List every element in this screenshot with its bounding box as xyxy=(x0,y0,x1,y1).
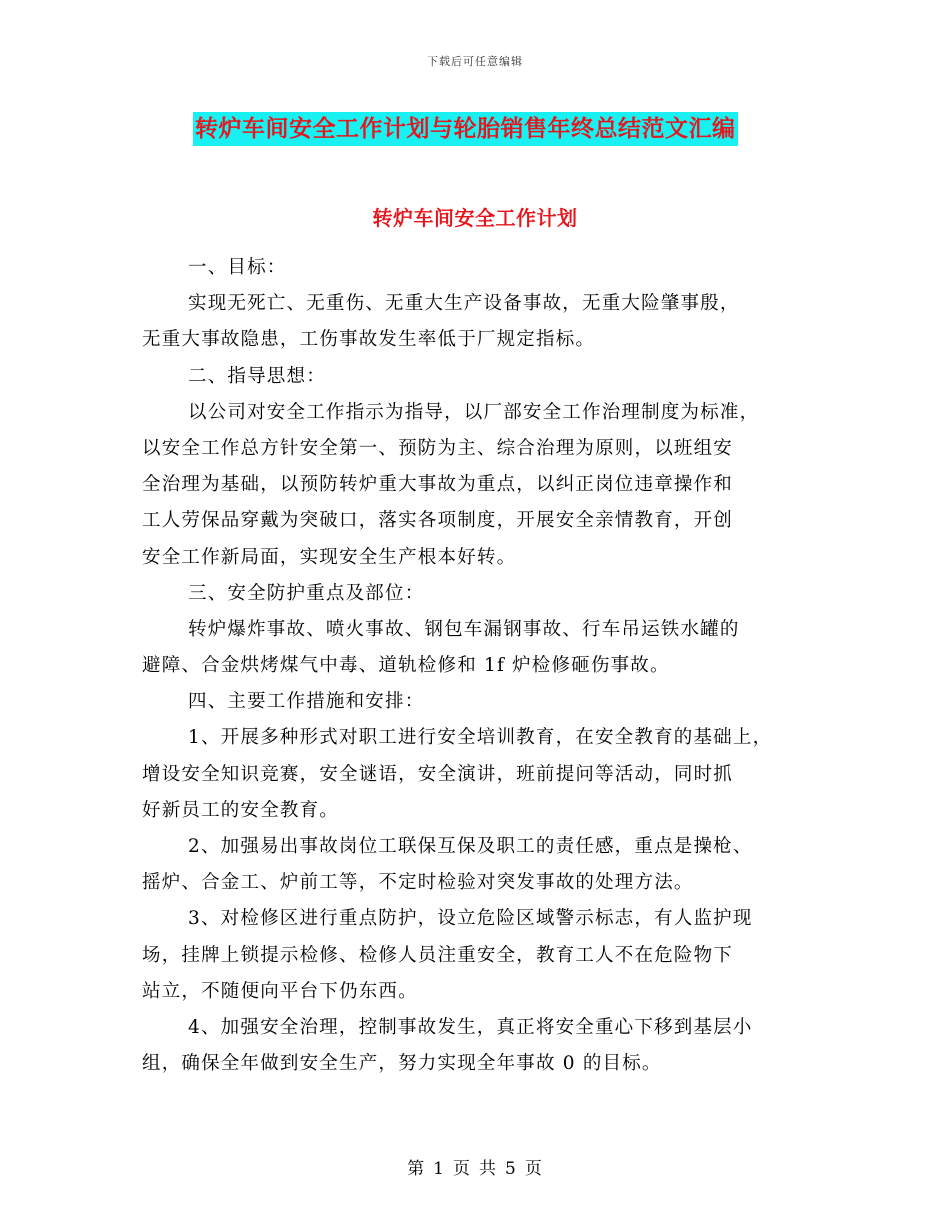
heading-main-measures: 四、主要工作措施和安排： xyxy=(188,691,425,713)
paragraph-line: 1、开展多种形式对职工进行安全培训教育，在安全教育的基础上， xyxy=(188,727,773,749)
paragraph-line: 无重大事故隐患，工伤事故发生率低于厂规定指标。 xyxy=(142,329,596,351)
paragraph-line: 转炉爆炸事故、喷火事故、钢包车漏钢事故、行车吊运铁水罐的 xyxy=(188,618,740,640)
paragraph-line: 实现无死亡、无重伤、无重大生产设备事故，无重大险肇事殷， xyxy=(188,293,740,315)
footer-page-word: 页 xyxy=(453,1159,471,1179)
paragraph-line: 工人劳保品穿戴为突破口，落实各项制度，开展安全亲情教育，开创 xyxy=(142,510,734,532)
paragraph-line: 避障、合金烘烤煤气中毒、道轨检修和 1f 炉检修砸伤事故。 xyxy=(142,655,670,677)
footer-total-prefix: 共 xyxy=(479,1159,497,1179)
paragraph-line: 好新员工的安全教育。 xyxy=(142,799,340,821)
paragraph-line: 安全工作新局面，实现安全生产根本好转。 xyxy=(142,546,517,568)
footer-suffix: 页 xyxy=(524,1159,543,1179)
paragraph-line: 站立，不随便向平台下仍东西。 xyxy=(142,980,418,1002)
paragraph-line: 以安全工作总方针安全第一、预防为主、综合治理为原则，以班组安 xyxy=(142,437,734,459)
paragraph-line: 全治理为基础，以预防转炉重大事故为重点，以纠正岗位违章操作和 xyxy=(142,474,734,496)
page-footer xyxy=(0,1154,950,1179)
paragraph-line: 4、加强安全治理，控制事故发生，真正将安全重心下移到基层小 xyxy=(188,1016,753,1038)
paragraph-line: 增设安全知识竞赛，安全谜语，安全演讲，班前提问等活动，同时抓 xyxy=(142,763,734,785)
footer-prefix: 第 xyxy=(407,1159,426,1179)
footer-total-pages: 5 xyxy=(505,1159,517,1179)
heading-goal: 一、目标： xyxy=(188,257,287,278)
paragraph-line: 场，挂牌上锁提示检修、检修人员注重安全，教育工人不在危险物下 xyxy=(142,944,734,966)
paragraph-line: 组，确保全年做到安全生产，努力实现全年事故 0 的目标。 xyxy=(142,1053,662,1075)
paragraph-line: 以公司对安全工作指示为指导，以厂部安全工作治理制度为标准， xyxy=(188,401,760,423)
paragraph-line: 3、对检修区进行重点防护，设立危险区域警示标志，有人监护现 xyxy=(188,908,753,930)
paragraph-line: 2、加强易出事故岗位工联保互保及职工的责任感，重点是操枪、 xyxy=(188,836,753,857)
heading-guiding-thought: 二、指导思想： xyxy=(188,365,326,387)
document-title: 转炉车间安全工作计划与轮胎销售年终总结范文汇编 xyxy=(193,112,738,146)
section-title: 转炉车间安全工作计划 xyxy=(372,206,578,230)
body-text xyxy=(142,250,822,1082)
header-note: 下载后可任意编辑 xyxy=(427,55,523,68)
heading-key-protection: 三、安全防护重点及部位： xyxy=(188,582,425,604)
footer-page-number: 1 xyxy=(433,1159,445,1179)
paragraph-line: 摇炉、合金工、炉前工等，不定时检验对突发事故的处理方法。 xyxy=(142,872,694,894)
